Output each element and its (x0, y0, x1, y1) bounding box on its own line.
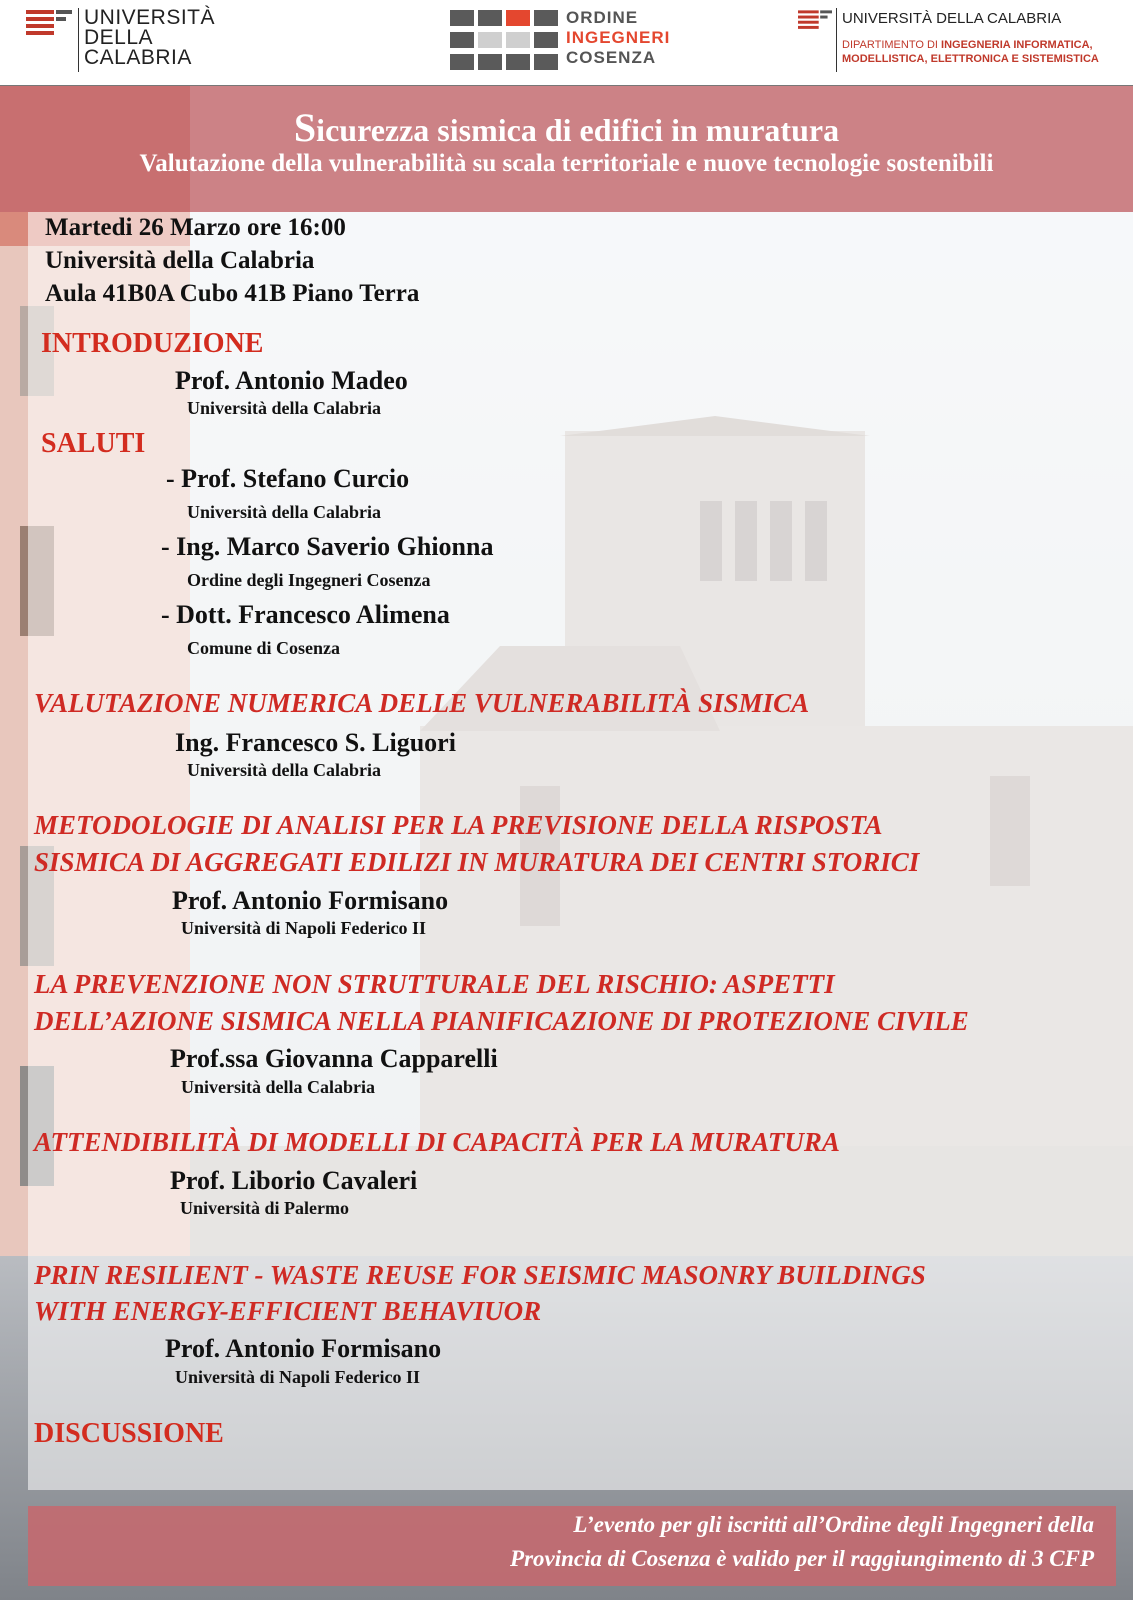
speaker-name: - Ing. Marco Saverio Ghionna (161, 532, 494, 561)
department-name (842, 38, 1099, 66)
speaker-affiliation: Università della Calabria (187, 398, 381, 418)
speaker-name: Prof. Antonio Madeo (175, 366, 408, 395)
event-subtitle: Valutazione della vulnerabilità su scala territoriale e nuove tecnologie sostenibili (139, 150, 994, 177)
logo-divider (836, 8, 837, 72)
speaker-name: Prof. Antonio Formisano (165, 1334, 442, 1363)
dept-prefix: DIPARTIMENTO DI (842, 39, 942, 51)
event-room: Aula 41B0A Cubo 41B Piano Terra (45, 280, 420, 307)
talk-title: LA PREVENZIONE NON STRUTTURALE DEL RISCHIO: ASPETTI (34, 969, 835, 999)
dimes-logo (798, 8, 1128, 72)
speaker-name: Prof. Antonio Formisano (172, 886, 449, 915)
speaker-affiliation: Università della Calabria (187, 502, 381, 522)
talk-title: DELL’AZIONE SISMICA NELLA PIANIFICAZIONE DI PROTEZIONE CIVILE (34, 1006, 969, 1036)
speaker-affiliation: Università di Palermo (180, 1198, 349, 1218)
speaker-affiliation: Università della Calabria (187, 760, 381, 780)
header-bar (0, 0, 1133, 86)
dept-name-part: INGEGNERIA INFORMATICA, (941, 39, 1093, 51)
speaker-name: Prof. Liborio Cavaleri (170, 1166, 418, 1195)
section-heading-introduzione: INTRODUZIONE (41, 328, 264, 359)
unical-logo-text (84, 8, 215, 68)
speaker-affiliation: Università di Napoli Federico II (181, 918, 426, 938)
speaker-affiliation: Università di Napoli Federico II (175, 1367, 420, 1387)
speaker-name: - Dott. Francesco Alimena (161, 600, 450, 629)
speaker-name: Ing. Francesco S. Liguori (175, 728, 456, 757)
talk-title: METODOLOGIE DI ANALISI PER LA PREVISIONE DELLA RISPOSTA (34, 810, 883, 840)
cfp-note-line: L’evento per gli iscritti all’Ordine degli Ingegneri della (573, 1512, 1094, 1537)
logo-line: CALABRIA (84, 46, 192, 69)
logo-line: COSENZA (566, 48, 657, 67)
logo-line: ORDINE (566, 8, 639, 27)
event-venue: Università della Calabria (45, 247, 315, 274)
talk-title: PRIN RESILIENT - WASTE REUSE FOR SEISMIC MASONRY BUILDINGS (34, 1260, 926, 1290)
cfp-note-line: Provincia di Cosenza è valido per il raggiungimento di 3 CFP (510, 1546, 1094, 1571)
title-initial: S (293, 105, 317, 150)
unical-mark-icon (26, 10, 72, 36)
section-heading-discussione: DISCUSSIONE (34, 1418, 224, 1449)
talk-title: SISMICA DI AGGREGATI EDILIZI IN MURATURA DEI CENTRI STORICI (34, 847, 920, 877)
speaker-name: - Prof. Stefano Curcio (166, 464, 410, 493)
title-rest: icurezza sismica di edifici in muratura (316, 112, 840, 148)
logo-line: DELLA (84, 26, 154, 49)
logo-divider (78, 8, 79, 72)
ordine-logo-text (566, 8, 670, 68)
footer-band (28, 1506, 1116, 1586)
section-heading-saluti: SALUTI (41, 428, 146, 459)
ordine-grid-icon (450, 10, 560, 70)
event-date: Martedi 26 Marzo ore 16:00 (45, 214, 346, 241)
logo-line: UNIVERSITÀ (84, 6, 216, 29)
dept-name-part: MODELLISTICA, ELETTRONICA E SISTEMISTICA (842, 53, 1099, 65)
ordine-ingegneri-logo (450, 8, 690, 72)
unical-logo (26, 8, 226, 72)
talk-title: VALUTAZIONE NUMERICA DELLE VULNERABILITÀ SISMICA (34, 688, 810, 718)
unical-mark-icon (798, 10, 832, 30)
talk-title: WITH ENERGY-EFFICIENT BEHAVIUOR (34, 1296, 542, 1326)
talk-title: ATTENDIBILITÀ DI MODELLI DI CAPACITÀ PER LA MURATURA (34, 1127, 840, 1157)
speaker-affiliation: Comune di Cosenza (187, 638, 341, 658)
speaker-affiliation: Ordine degli Ingegneri Cosenza (187, 570, 431, 590)
speaker-name: Prof.ssa Giovanna Capparelli (170, 1044, 498, 1073)
logo-line: INGEGNERI (566, 28, 671, 47)
event-title (0, 104, 1133, 151)
university-name: UNIVERSITÀ DELLA CALABRIA (842, 10, 1062, 27)
speaker-affiliation: Università della Calabria (181, 1077, 375, 1097)
